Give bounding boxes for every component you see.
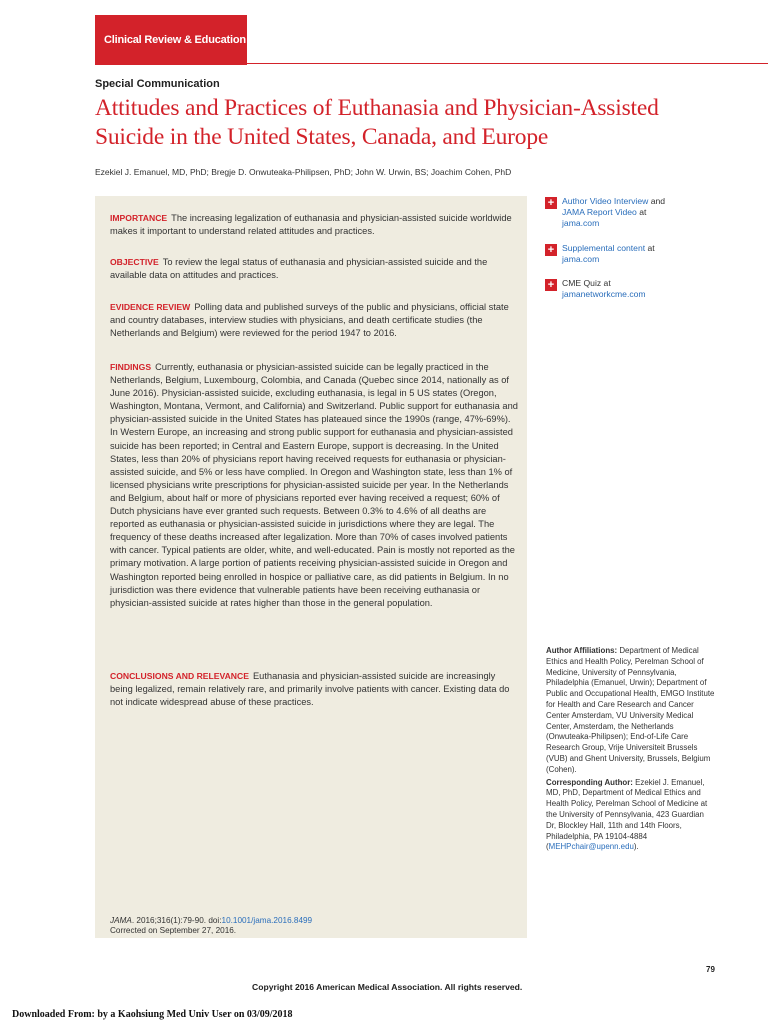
author-list: Ezekiel J. Emanuel, MD, PhD; Bregje D. Onwuteaka-Philipsen, PhD; John W. Urwin, BS; Joachim Cohen, PhD [95, 167, 512, 177]
cme-links [545, 278, 720, 300]
plus-icon[interactable]: + [545, 197, 557, 209]
affiliations-label: Author Affiliations: [546, 646, 618, 655]
report-at: at [636, 207, 647, 217]
section-label: Clinical Review & Education [104, 34, 246, 46]
video-links-text [562, 196, 720, 229]
supplemental-text [562, 243, 720, 265]
supplemental-links [545, 243, 720, 265]
video-links [545, 196, 720, 229]
supp-at: at [645, 243, 655, 253]
page-number: 79 [706, 965, 715, 974]
copyright-notice: Copyright 2016 American Medical Association. All rights reserved. [252, 982, 523, 992]
article-title [95, 94, 715, 152]
corresponding-text: Ezekiel J. Emanuel, MD, PhD, Department of Medical Ethics and Health Policy, Perelman School of Medicine at the University of Pennsylvania, 423 Guardian Dr, Blockley Hall, 11th and 14th Floors, Philadelphia, PA 19104-4884 ( [546, 777, 708, 852]
affiliations-paragraph [546, 646, 716, 776]
cme-text [562, 278, 720, 300]
jama-report-video-link[interactable]: JAMA Report Video [562, 207, 637, 217]
plus-icon[interactable]: + [545, 244, 557, 256]
download-stamp: Downloaded From: by a Kaohsiung Med Univ User on 03/09/2018 [12, 1009, 293, 1020]
affiliations-text: Department of Medical Ethics and Health Policy, Perelman School of Medicine, University of Pennsylvania, Philadelphia (Emanuel, Urwin); Department of Public and Occupational Health, EMGO Institute for Health and Care Research and Cancer Center Amsterdam, VU University Medical Center, Amsterdam, the Netherlands (Onwuteaka-Philipsen); End-of-Life Care Research Group, Vrije Universiteit Brussels (VUB) and Ghent University, Brussels, Belgium (Cohen). [546, 646, 715, 774]
doi-link[interactable]: 10.1001/jama.2016.8499 [221, 916, 313, 925]
importance-label: IMPORTANCE [110, 213, 168, 223]
corresponding-end: ). [633, 842, 639, 852]
supplemental-content-link[interactable]: Supplemental content [562, 243, 646, 253]
abstract-evidence-review [110, 301, 520, 340]
citation-ref: . 2016;316(1):79-90. doi: [131, 916, 222, 925]
article-type: Special Communication [95, 78, 220, 90]
author-video-link[interactable]: Author Video Interview [562, 196, 649, 206]
section-banner [95, 15, 247, 65]
corresponding-paragraph [546, 778, 716, 854]
cme-label: CME Quiz [562, 278, 602, 288]
title-line-1: Attitudes and Practices of Euthanasia and Physician-Assisted [95, 95, 659, 121]
findings-text: Currently, euthanasia or physician-assisted suicide can be legally practiced in the Netherlands, Belgium, Luxembourg, Colombia, and Canada (Quebec since 2014, nationally as of June 2016). Physician-assisted suicide, excluding euthanasia, is legal in 5 US states (Oregon, Washington, Montana, Vermont, and California) and Switzerland. Public support for euthanasia and physician-assisted suicide in the United States has plateaued since the 1990s (range, 47%-69%). In Western Europe, an increasing and strong public support for euthanasia and physician-assisted suicide has been reported; in Central and Eastern Europe, support is decreasing. In the United States, less than 20% of physicians report having received requests for euthanasia or physician-assisted suicide, and 5% or less have complied. In Oregon and Washington state, less than 1% of licensed physicians write prescriptions for physician-assisted suicide per year. In the Netherlands and Belgium, about half or more of physicians reported ever having received a request; 60% of Dutch physicians have ever granted such requests. Between 0.3% to 4.6% of all deaths are reported as euthanasia or physician-assisted suicide in jurisdictions where they are legal. The frequency of these deaths increased after legalization. More than 70% of cases involved patients with cancer. Typical patients are older, white, and well-educated. Pain is mostly not reported as the primary motivation. A large portion of patients receiving physician-assisted suicide in Oregon and Washington reported being enrolled in hospice or palliative care, as did patients in Belgium. In no jurisdiction was there evidence that vulnerable patients have been receiving euthanasia or physician-assisted suicide at rates higher than those in the general population. [110, 362, 518, 608]
jama-link-1[interactable]: jama.com [562, 218, 600, 228]
abstract-box [95, 196, 527, 938]
corresponding-email[interactable]: MEHPchair@upenn.edu [548, 842, 634, 852]
conclusions-text: Euthanasia and physician-assisted suicide are increasingly being legalized, remain relatively rare, and primarily involve patients with cancer. Existing data do not indicate widespread abuse of these practices. [110, 671, 510, 708]
evidence-text: Polling data and published surveys of the public and physicians, official state and country databases, interview studies with physicians, and death certificate studies (the Netherlands and Belgium) were reviewed for the period 1947 to 2016. [110, 302, 509, 339]
plus-icon[interactable]: + [545, 279, 557, 291]
importance-text: The increasing legalization of euthanasia and physician-assisted suicide worldwide makes it important to understand related attitudes and practices. [110, 213, 512, 237]
abstract-objective [110, 256, 520, 282]
header-rule [247, 63, 768, 64]
cme-link[interactable]: jamanetworkcme.com [562, 289, 646, 299]
citation-line [110, 916, 312, 926]
journal-name: JAMA [110, 916, 132, 925]
video-and: and [648, 196, 666, 206]
correction-note: Corrected on September 27, 2016. [110, 926, 237, 935]
abstract-importance [110, 212, 520, 238]
corresponding-label: Corresponding Author: [546, 777, 633, 787]
conclusions-label: CONCLUSIONS AND RELEVANCE [110, 671, 249, 681]
jama-link-2[interactable]: jama.com [562, 254, 600, 264]
title-line-2: Suicide in the United States, Canada, and Europe [95, 124, 549, 150]
author-affiliations [546, 646, 716, 853]
citation [110, 916, 312, 936]
abstract-conclusions [110, 670, 520, 709]
evidence-label: EVIDENCE REVIEW [110, 302, 191, 312]
abstract-findings [110, 361, 520, 610]
cme-at: at [601, 278, 611, 288]
findings-label: FINDINGS [110, 362, 152, 372]
objective-text: To review the legal status of euthanasia and physician-assisted suicide and the available data on attitudes and practices. [110, 257, 488, 281]
objective-label: OBJECTIVE [110, 257, 159, 267]
